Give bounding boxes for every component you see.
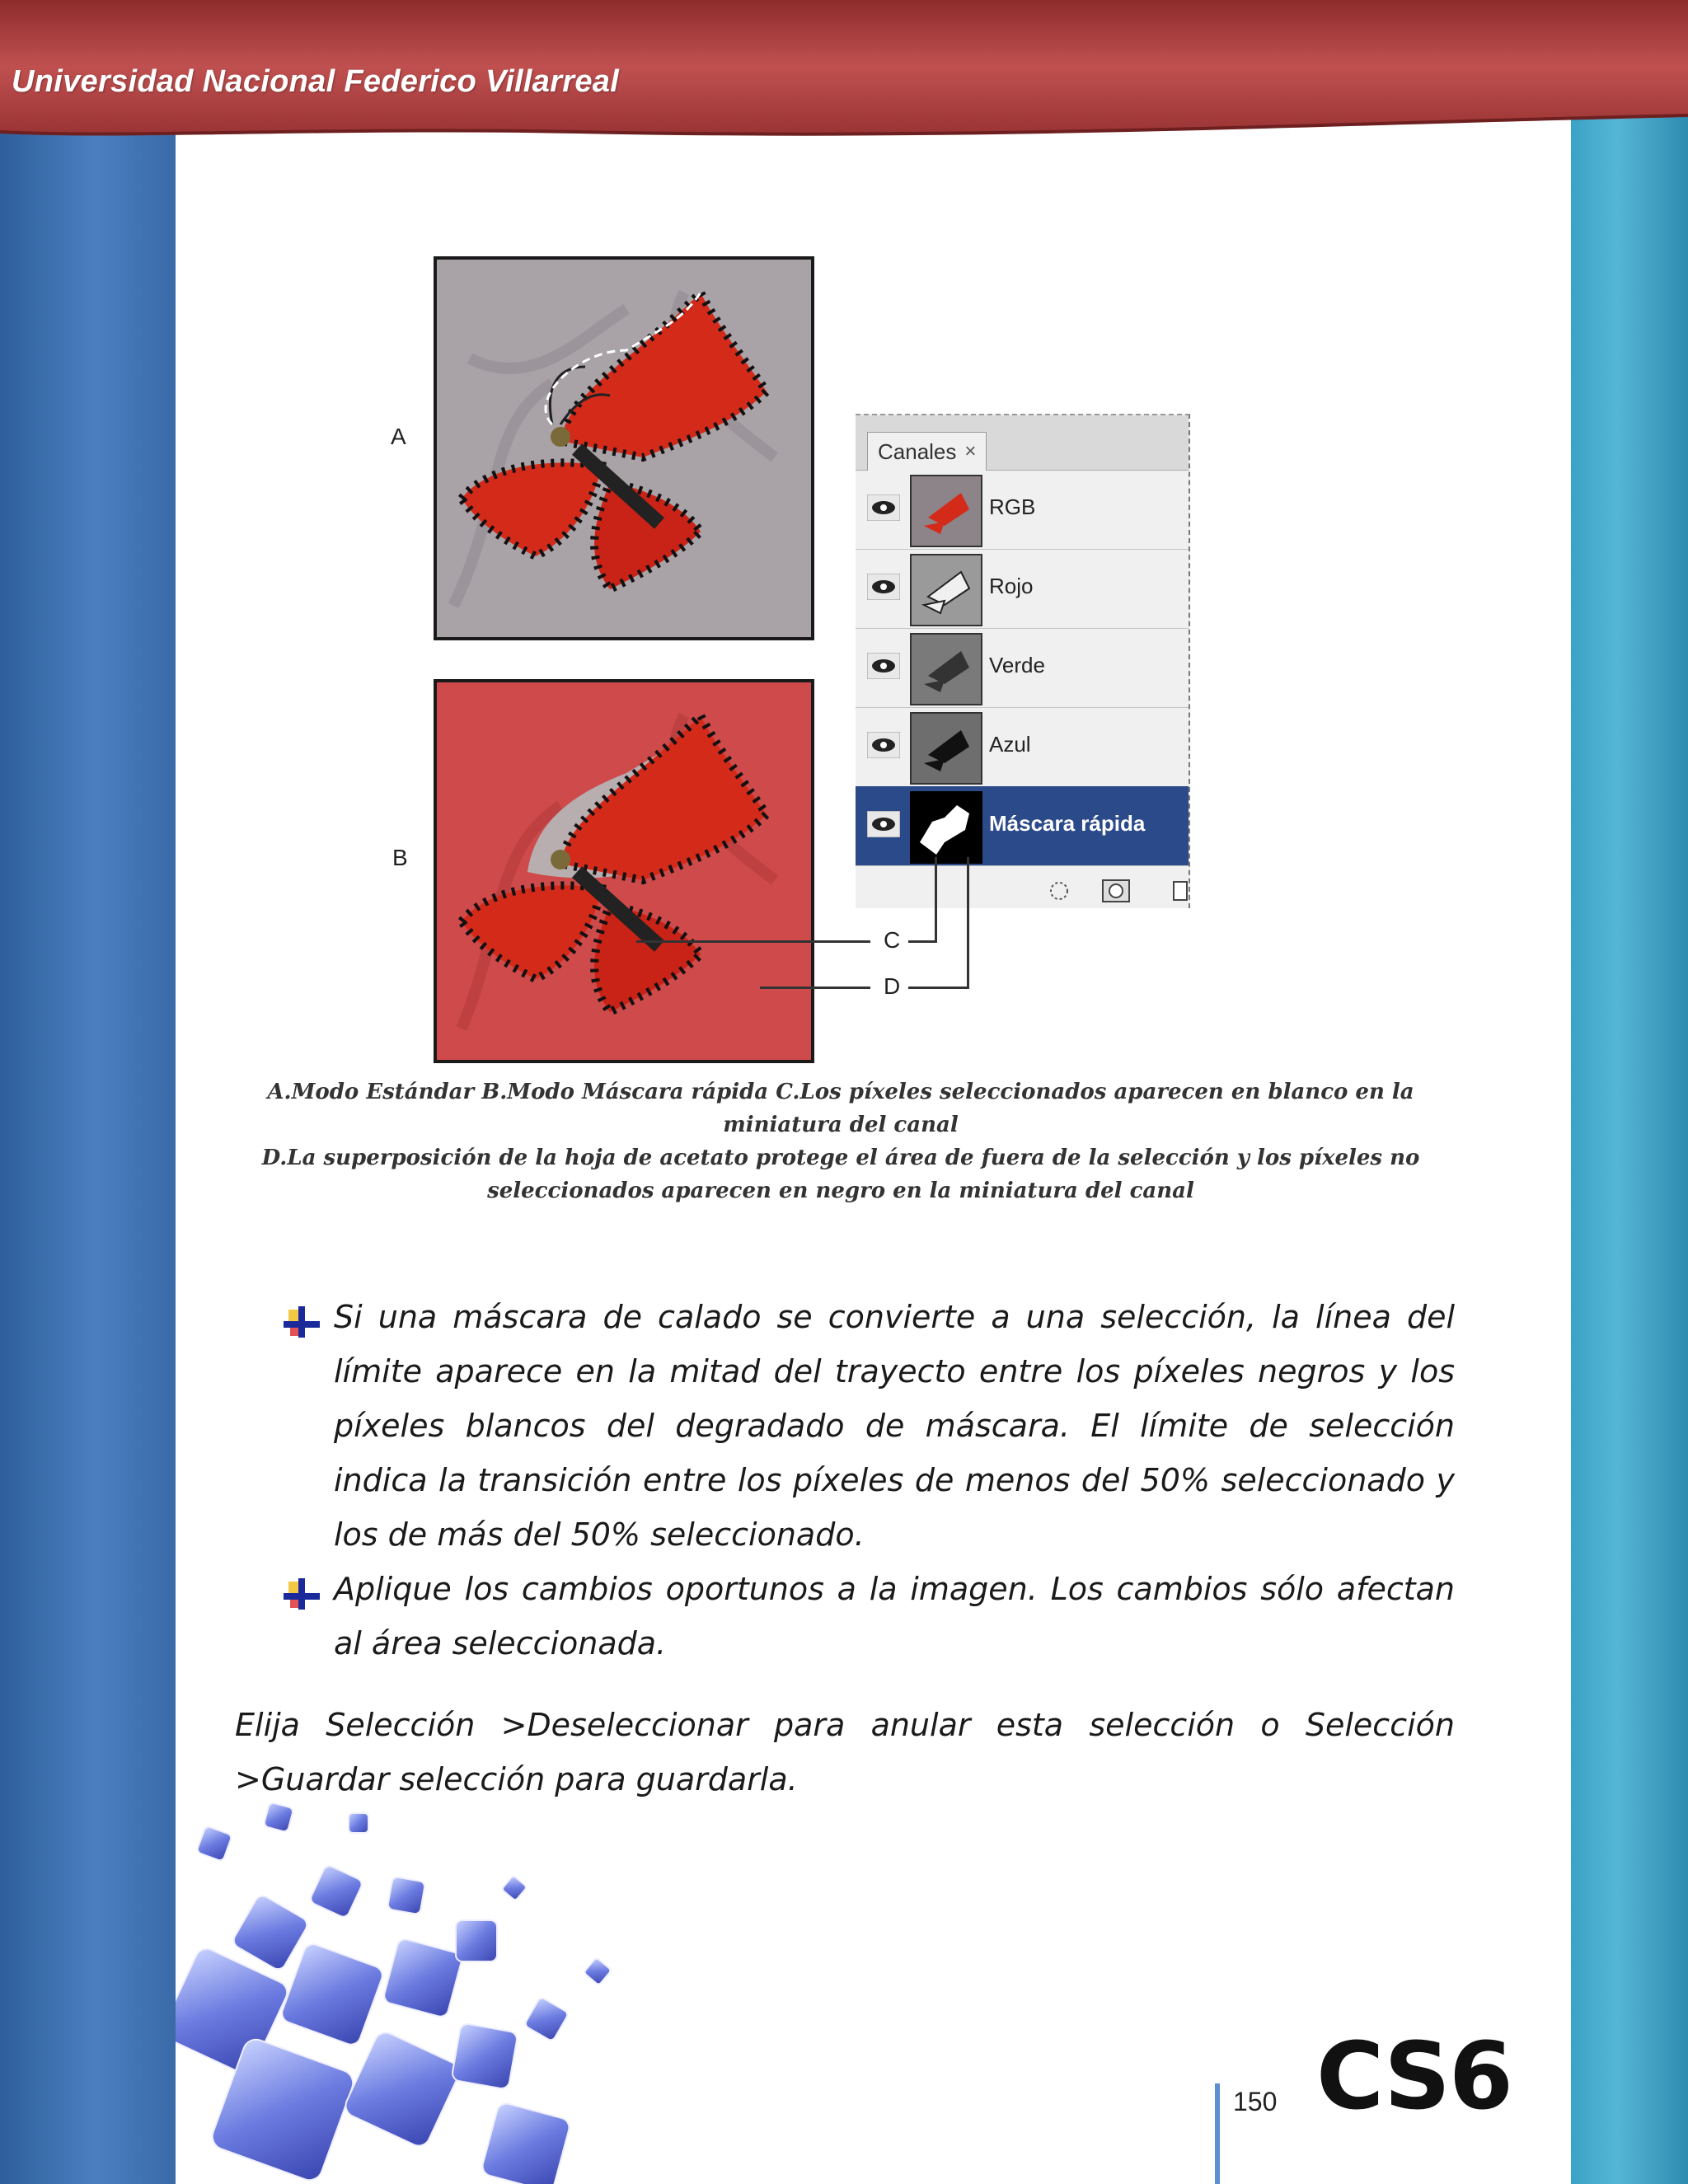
butterfly-illustration <box>437 260 811 637</box>
right-decorative-band <box>1571 0 1688 2184</box>
standard-mode-image <box>434 256 814 640</box>
channel-name: Verde <box>989 653 1045 677</box>
channel-row-red[interactable] <box>856 549 1189 629</box>
eye-icon[interactable] <box>867 574 900 600</box>
channel-thumbnail <box>910 475 982 547</box>
header-title: Universidad Nacional Federico Villarreal <box>12 64 620 99</box>
figure-label-b: B <box>392 845 408 870</box>
save-selection-icon[interactable] <box>1101 879 1131 903</box>
figure-caption <box>231 1076 1451 1207</box>
page-header <box>0 0 1688 140</box>
quick-mask-mode-image <box>434 679 814 1063</box>
callout-line-c-vertical <box>935 857 937 943</box>
callout-line-d-right <box>908 987 969 989</box>
channel-thumbnail <box>910 633 982 705</box>
bullet-item <box>280 1290 1455 1562</box>
left-decorative-band <box>0 0 176 2184</box>
channel-row-quick-mask[interactable] <box>856 786 1189 866</box>
new-channel-icon[interactable] <box>1172 879 1189 903</box>
tab-channels[interactable] <box>867 432 987 471</box>
plus-bullet-icon <box>284 1578 320 1610</box>
bullet-text: Aplique los cambios oportunos a la imagen. Los cambios sólo afectan al área seleccionada. <box>334 1571 1455 1661</box>
decorative-cubes-image <box>176 1780 736 2184</box>
page-number: 150 <box>1233 2087 1278 2116</box>
panel-tab-bar <box>856 415 1189 471</box>
page-number-rule <box>1215 2083 1220 2184</box>
bullet-item <box>280 1562 1455 1671</box>
channel-row-rgb[interactable] <box>856 470 1189 550</box>
eye-icon[interactable] <box>867 653 900 679</box>
tab-channels-label: Canales <box>878 438 957 464</box>
product-label: CS6 <box>1316 2023 1512 2130</box>
callout-label-d: D <box>884 973 901 999</box>
bullet-list <box>280 1290 1455 1671</box>
eye-icon[interactable] <box>867 732 900 758</box>
eye-icon[interactable] <box>867 494 900 521</box>
channel-name: Máscara rápida <box>989 811 1146 836</box>
bullet-text: Si una máscara de calado se convierte a una selección, la línea del límite aparece en la mitad del trayecto entre los píxeles negros y los píxeles blancos del degradado de máscara. El límite de selección indica la transición entre los píxeles de menos del 50% seleccionado y los de más del 50% seleccionado. <box>334 1299 1455 1553</box>
plus-bullet-icon <box>284 1306 320 1338</box>
callout-line-d-vertical <box>967 857 969 989</box>
channel-name: RGB <box>989 494 1036 519</box>
channels-panel <box>856 414 1190 908</box>
callout-line-c-right <box>908 940 936 943</box>
panel-footer <box>856 870 1189 908</box>
caption-line-1: A.Modo Estándar B.Modo Máscara rápida C.Los píxeles seleccionados aparecen en blanco en la miniatura del canal <box>267 1080 1414 1137</box>
channel-name: Rojo <box>989 574 1034 598</box>
channel-thumbnail <box>910 791 982 864</box>
eye-icon[interactable] <box>867 811 900 837</box>
channel-thumbnail <box>910 554 982 626</box>
channel-name: Azul <box>989 732 1031 757</box>
load-selection-icon[interactable] <box>1047 879 1071 903</box>
close-icon[interactable]: × <box>964 440 977 462</box>
channel-row-green[interactable] <box>856 628 1189 708</box>
channel-thumbnail <box>910 712 982 785</box>
butterfly-illustration-masked <box>437 682 811 1060</box>
caption-line-2: D.La superposición de la hoja de acetato protege el área de fuera de la selección y los píxeles no seleccionados aparecen en negro en la miniatura del canal <box>261 1146 1420 1203</box>
callout-label-c: C <box>884 927 901 953</box>
callout-line-c <box>636 940 870 943</box>
body-paragraph: Elija Selección >Deseleccionar para anular esta selección o Selección >Guardar selección para guardarla. <box>235 1707 1455 1797</box>
callout-line-d <box>760 987 870 989</box>
channel-row-blue[interactable] <box>856 707 1189 787</box>
figure-label-a: A <box>391 424 406 449</box>
